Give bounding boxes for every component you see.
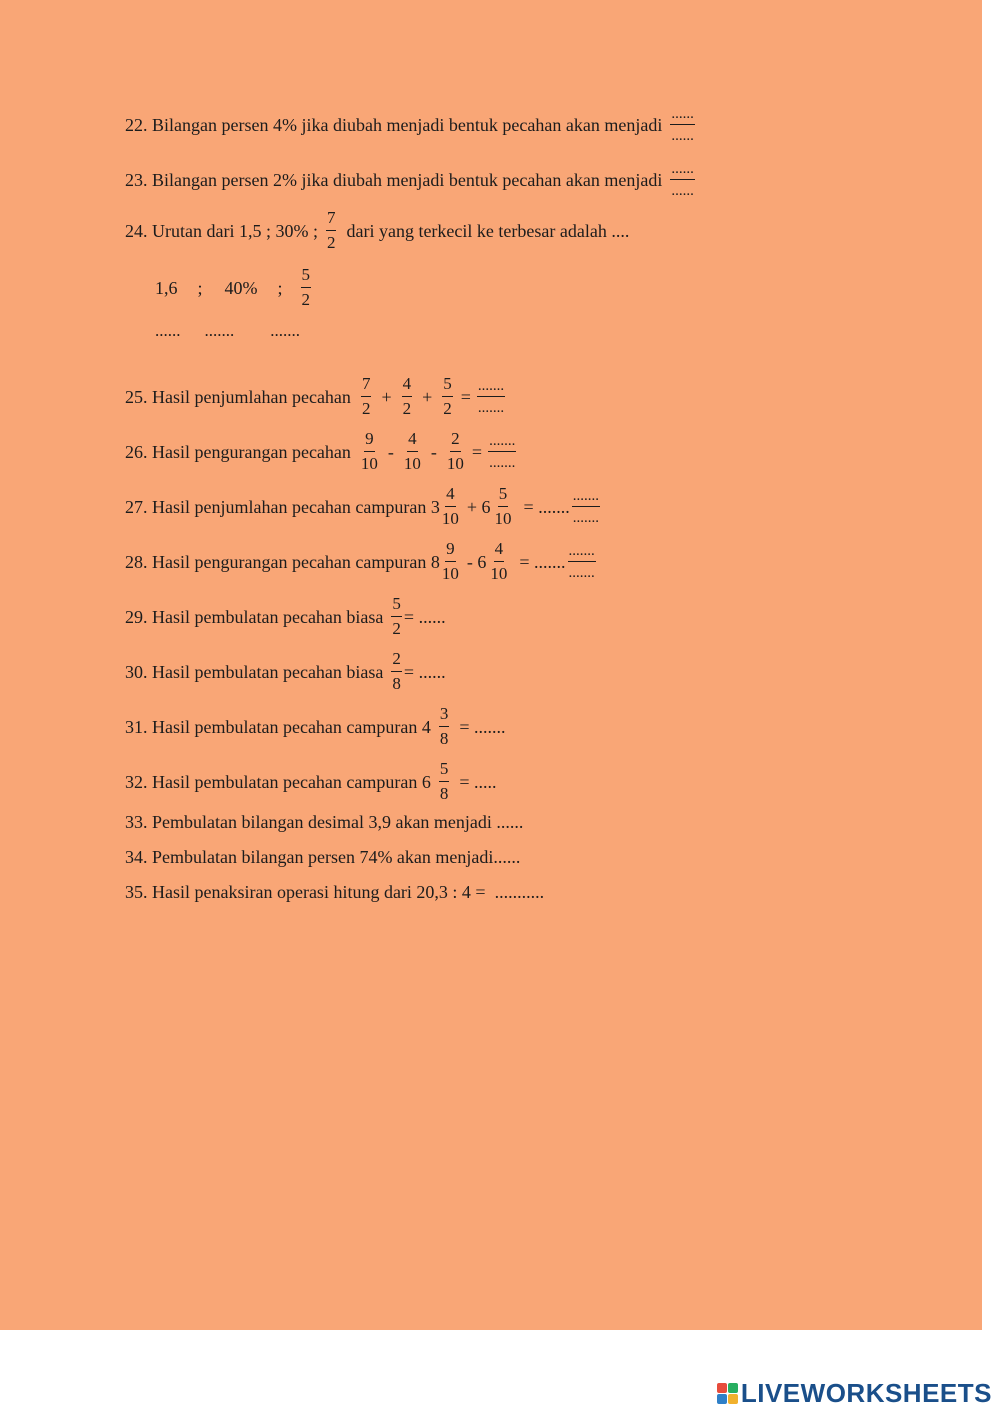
item-value: 40%: [224, 277, 258, 298]
question-26: [125, 429, 520, 474]
question-29-text: 29. Hasil pembulatan pecahan biasa: [125, 606, 384, 627]
question-24-blanks: [155, 320, 300, 342]
answer-blank[interactable]: .......: [204, 321, 235, 340]
equals[interactable]: = .......: [519, 551, 566, 572]
operator: -: [430, 441, 437, 462]
question-28: [125, 539, 600, 584]
operator: -: [387, 441, 394, 462]
question-26-text: 26. Hasil pengurangan pecahan: [125, 441, 351, 462]
question-24-text: 24. Urutan dari 1,5 ; 30% ;: [125, 220, 318, 241]
question-32: [125, 759, 497, 804]
question-24-items: [155, 265, 315, 310]
answer-blank-fraction[interactable]: $\frac{.......}{.......}$: [572, 487, 599, 526]
fraction: $\frac{2}{8}$: [392, 649, 401, 693]
fraction: $\frac{5}{2}$: [392, 594, 401, 638]
answer-blank-fraction[interactable]: $\frac{......}{......}$: [671, 106, 694, 144]
answer-blank[interactable]: = .......: [459, 716, 506, 737]
fraction: $\frac{3}{8}$: [439, 704, 449, 748]
question-23: [125, 162, 699, 198]
operator: +: [422, 386, 433, 407]
fraction: $\frac{5}{2}$: [301, 265, 311, 309]
question-28-text: 28. Hasil pengurangan pecahan campuran 8: [125, 551, 440, 572]
question-22-text: 22. Bilangan persen 4% jika diubah menjadi bentuk pecahan akan menjadi: [125, 115, 663, 135]
question-34-text: 34. Pembulatan bilangan persen 74% akan menjadi......: [125, 847, 521, 867]
question-25: [125, 374, 509, 419]
question-29: [125, 594, 446, 639]
fraction: $\frac{2}{10}$: [446, 429, 464, 473]
question-33-text: 33. Pembulatan bilangan desimal 3,9 akan menjadi ......: [125, 812, 524, 832]
question-24-text-end: dari yang terkecil ke terbesar adalah ....: [346, 220, 630, 241]
equals[interactable]: = .......: [523, 496, 570, 517]
item-value: 1,6: [155, 277, 178, 298]
fraction: $\frac{5}{8}$: [439, 759, 449, 803]
answer-blank[interactable]: ......: [155, 321, 181, 340]
question-31: [125, 704, 506, 749]
logo-blocks-icon: [717, 1383, 738, 1404]
question-35: [125, 881, 544, 903]
liveworksheets-logo: [717, 1376, 992, 1410]
question-33: [125, 811, 523, 833]
equals: =: [471, 441, 483, 462]
answer-blank-fraction[interactable]: $\frac{.......}{.......}$: [568, 542, 595, 581]
brand-name: LIVEWORKSHEETS: [740, 1377, 992, 1408]
operator: - 6: [466, 551, 487, 572]
question-34: [125, 846, 520, 868]
question-23-text: 23. Bilangan persen 2% jika diubah menjadi bentuk pecahan akan menjadi: [125, 170, 663, 190]
fraction: $\frac{4}{10}$: [490, 539, 508, 583]
fraction: $\frac{9}{10}$: [360, 429, 378, 473]
question-27-text: 27. Hasil penjumlahan pecahan campuran 3: [125, 496, 440, 517]
answer-blank[interactable]: = ......: [403, 606, 446, 627]
fraction: $\frac{7}{2}$: [326, 208, 336, 252]
question-35-text: 35. Hasil penaksiran operasi hitung dari 20,3 : 4 = ...........: [125, 882, 545, 902]
answer-blank[interactable]: = ......: [403, 661, 446, 682]
question-24: [125, 208, 629, 253]
fraction: $\frac{4}{2}$: [402, 374, 412, 418]
question-31-text: 31. Hasil pembulatan pecahan campuran 4: [125, 716, 431, 737]
question-27: [125, 484, 604, 529]
fraction: $\frac{9}{10}$: [441, 539, 459, 583]
fraction: $\frac{7}{2}$: [361, 374, 371, 418]
question-30: [125, 649, 446, 694]
fraction: $\frac{4}{10}$: [441, 484, 459, 528]
fraction: $\frac{4}{10}$: [403, 429, 421, 473]
answer-blank-fraction[interactable]: $\frac{.......}{.......}$: [477, 377, 505, 416]
question-32-text: 32. Hasil pembulatan pecahan campuran 6: [125, 771, 431, 792]
answer-blank[interactable]: .......: [270, 321, 300, 340]
question-22: [125, 107, 699, 143]
item-separator: ;: [197, 277, 203, 298]
operator: + 6: [466, 496, 491, 517]
answer-blank-fraction[interactable]: $\frac{.......}{.......}$: [489, 432, 516, 471]
answer-blank[interactable]: = .....: [459, 771, 497, 792]
answer-blank-fraction[interactable]: $\frac{......}{......}$: [671, 161, 694, 199]
item-separator: ;: [277, 277, 283, 298]
fraction: $\frac{5}{10}$: [494, 484, 512, 528]
operator: +: [381, 386, 392, 407]
equals: =: [460, 386, 471, 407]
question-25-text: 25. Hasil penjumlahan pecahan: [125, 386, 351, 407]
question-30-text: 30. Hasil pembulatan pecahan biasa: [125, 661, 384, 682]
fraction: $\frac{5}{2}$: [443, 374, 452, 418]
